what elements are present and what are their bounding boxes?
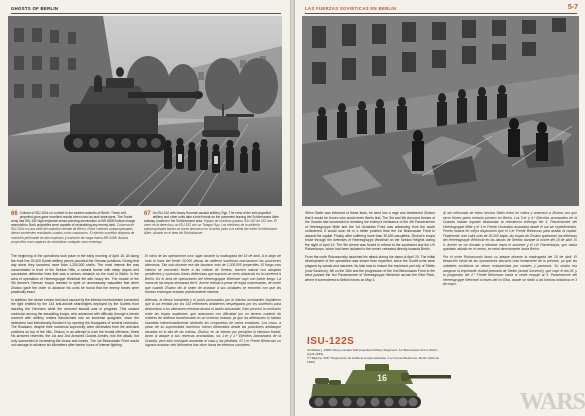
paragraph: From the north Rokossovsky launched his attack during the dawn of April 20. The initial development of the operations was slower than expected, since the Soviet units were plagued by canals and marshes. Its task was to ensure the important port city of Stettin (now Szczecin), fell on the 26th and the progression of the 2nd Belorussian Front to the west pushed the 3rd Panzerarmee of Heeresgruppe Weichsel across the Elbe River, where it surrendered to British forces on May 3. bbox=[305, 254, 435, 282]
caption-text-es: Columna de ISU-152s en una calle del suburbio oriental de Berlín. Estos cañones autopropulsados dieron excelentes resultados usados como cazacarros. El ejército soviético disponía de munición perforante de alto explosivo y munición de carga hueca BR-540B. Ambos proyectiles eran capaces de neutralizar cualquier carro enemigo. bbox=[11, 223, 135, 244]
photo-rubble-scene bbox=[302, 16, 579, 206]
caption-66 bbox=[11, 211, 137, 244]
caption-text-en: An ISU-152 with heavy Hummel assault artillery, Ryp. The crew of the self-propelled artillery and other units take a brief break on the pavement leaving the Schönhauser Allee subway, located in the Schönhauser area. bbox=[144, 211, 279, 224]
profile-subtitle-es: 3.ª Batería, 338.º Regimiento de Artillería Autopropulsada, 1.er Frente Bielorruso, Berlín (abril de 1945) bbox=[307, 356, 440, 364]
body-column-es-right bbox=[443, 211, 577, 412]
tank-profile-art bbox=[305, 358, 455, 412]
caption-67 bbox=[144, 211, 280, 236]
paragraph: The beginning of the operations took place in the early morning of April 16. All along the front line 20,000 Soviet artillery pieces pounded the German positions. During that day alone they launched more than 1,200,000 shells. The most intense fire was concentrated in front of the Seelow Hills, a natural barrier with steep slopes and successive defensive lines that was a serious obstacle on the road to Berlin. In the area of operations of Heeresgruppe Weichsel fell with heavy fire. The morale of the 9th Armee's German troops resisted in spite of unnecessary casualties that when Zhukov gave the order to advance his units he found that the enemy forces were practically intact. bbox=[11, 254, 139, 295]
right-page bbox=[295, 0, 585, 416]
paragraph: When Stalin was informed of these facts, he went into a rage and threatened Zhukov that it would be Konev who would enter Berlin first. The 3rd and 4th Armored Armies of the Guards had succeeded in breaking the enemy's resistance of the 4th Panzerarmee of Heeresgruppe Mitte and the 1st Ukrainian Front was advancing from the south unhindered. It would soon be in a better position than the 1st Belorussian Front to assault the capital. Finally, after suffering more than 30,000 casualties, Zhukov's troops broke through the defenses of Heeresgruppe Weichsel on the Seelow Heights during the night of April 19. The 9th Armee was forced to retreat to the southwest and the LVI Panzerkorps, which had been isolated in the center, retreated directly towards Berlin. bbox=[305, 211, 435, 252]
running-head-left: GHOSTS OF BERLIN bbox=[11, 6, 59, 11]
profile-subtitle-en: 3rd Battery, 338th Heavy Assault Self-propelled Artillery Regiment, 1st Belorussian Front, Berlin (April 1945) bbox=[307, 348, 438, 356]
running-head-right: LAS FUERZAS SOVIÉTICAS EN BERLÍN bbox=[305, 6, 397, 11]
page-folio: 5-7 bbox=[567, 4, 578, 11]
turret-number: 16 bbox=[377, 373, 388, 383]
caption-text-en: Column of ISU-152s on a street in the eastern suburbs of Berlin. These self-propelled guns gave excellent results when used as tank destroyers. The Soviet army has ISU-152 high-explosive-armor-piercing ammunition or BR-540B hollow-charge ammunition. Both projectiles were capable of neutralizing any enemy tank. bbox=[11, 211, 136, 228]
caption-text-es: Equipo de nuestros pasaba ISU-152 de 152 mm. El carro en la derecha y un ISU-152 con un Tanque Ryp. Los efectivos de la artillería autopropulsada toman un breve descanso en la acera junto a la salida del metro Schönhauser Allee, situado en el área de Schönhauser. bbox=[144, 219, 278, 236]
paragraph: Por el norte Rokossovski lanzó su ataque durante la madrugada del 20 de abril. El desarrollo inicial de las operaciones discurrió más lentamente de lo previsto, ya que las unidades soviéticas se vieron entorpecidas por canales y pantanos. Su misión era asegurar la importante ciudad portuaria de Stettin (actual Szczecin), que cayó el día 26, y la progresión del 2.º Frente Bielorruso hacia el oeste empujó al 3. Panzerarmee del Heeresgruppe Weichsel a través del río Elba, donde se rindió a las fuerzas británicas el 3 de mayo. bbox=[443, 254, 577, 287]
profile-title: ISU-122S bbox=[307, 336, 355, 347]
photo-soldiers-rubble bbox=[302, 16, 579, 206]
left-page bbox=[0, 0, 290, 416]
body-column-en-right bbox=[305, 211, 435, 336]
paragraph: Además, la densa humareda y el polvo provocados por el intenso bombardeo impidieron que la luz emitida por los 143 reflectores antiaéreos desplegados por los soviéticos para deslumbrar a los alemanes mientras durara el asalto acorazado. Esto provocó la confusión entre las tropas asaltantes, que avanzaron con dificultad por un terreno cubierto de cráteres de artillería transformado en un inmenso lodazal, ya que los defensores lo habían inundado intencionadamente abriendo las compuertas de varios embalses. Los rusos, a pesar de su superioridad numérica, fueron diezmados desde las posiciones antitanque situadas en lo alto de las colinas. Zhukov, en un intento por precipitar la ofensiva frontal, lanzó al ataque a sus reservas acorazadas, los 1.er y 2.º Ejércitos Acorazados de la Guardia, pero solo consiguió aumentar el caos y las pérdidas. El 1.er Frente Bielorruso no lograría avanzar seis kilómetros tras doce horas de intensos combates. bbox=[145, 297, 281, 348]
body-column-en-left bbox=[11, 254, 139, 412]
photo-isu152-street bbox=[8, 16, 282, 206]
paragraph: El inicio de las operaciones tuvo lugar durante la madrugada del 16 de abril. A lo largo de toda la línea del frente 20.000 piezas de artillería soviéticas machacaron las posiciones alemanas. Tan solo durante ese día lanzaron más de 1.200.000 proyectiles. El fuego más intenso se concentró frente a las colinas de Seelow, barrera natural con abruptas pendientes y sucesivas líneas defensivas que suponía un serio obstáculo en la carretera a Berlín. En el área de operaciones del Heeresgruppe Weichsel cayó con fuerte fuego. La moral de las tropas alemanas del 9. Armee resistió a pesar de bajas innecesarias, de modo que cuando Zhukov dio la orden de avanzar a sus unidades se encontró con que las fuerzas enemigas estaban prácticamente intactas. bbox=[145, 254, 281, 295]
photo-street-scene bbox=[8, 16, 282, 206]
top-rule-left bbox=[11, 13, 281, 14]
watermark-text: WARS bbox=[519, 389, 585, 415]
caption-number: 67 bbox=[144, 211, 151, 217]
body-column-es-left bbox=[145, 254, 281, 412]
paragraph: In addition, the dense smoke and dust caused by the intense bombardment prevented the light emitted by the 143 anti-aircraft searchlights deployed by the Soviets from dazzling the Germans while the armored assault was in progress. This caused confusion among the assaulting troops, who advanced with difficulty through a terrain covered with artillery craters transformed into an immense quagmire, since the defenders had intentionally flooded it by opening the floodgates of several reservoirs. The Russians, despite their numerical superiority, were decimated from the anti-tank positions on top of the hills. Zhukov, in an attempt to rush the frontal offensive, threw his armored reserves, the 1st and 2nd Armored Guards Armies, into the attack, but only succeeded in increasing the chaos and losses. The 1st Belorussian Front would not manage to advance six kilometers after twelve hours of intense fighting. bbox=[11, 297, 139, 348]
isu122s-profile-illustration bbox=[305, 358, 455, 412]
paragraph: Al ser informado de estos hechos Stalin entró en cólera y amenazó a Zhukov con que sería Kónev quien entraría primero en Berlín. Los 3.er y 4.º Ejércitos acorazados de la Guardia habían logrado desbaratar la resistencia enemiga del 4. Panzerarmee del Heeresgruppe Mitte y el 1.er Frente Ucraniano avanzaba desde el sur sin impedimentos. Pronto estaría en mejor disposición que el 1.er Frente Bielorruso para asaltar la capital. Finalmente, tras sufrir más de 30.000 bajas, las tropas de Zhukov quebraron las defensas del Heeresgruppe Weichsel en las alturas de Seelow durante la noche del 19 de abril. El 9. Armee se vio forzado a retirarse hacia el suroeste y el LVI Panzerkorps, que había quedado aislado en el centro, se retiró directamente hacia Berlín. bbox=[443, 211, 577, 252]
caption-number: 66 bbox=[11, 211, 18, 217]
top-rule-right bbox=[305, 13, 577, 14]
